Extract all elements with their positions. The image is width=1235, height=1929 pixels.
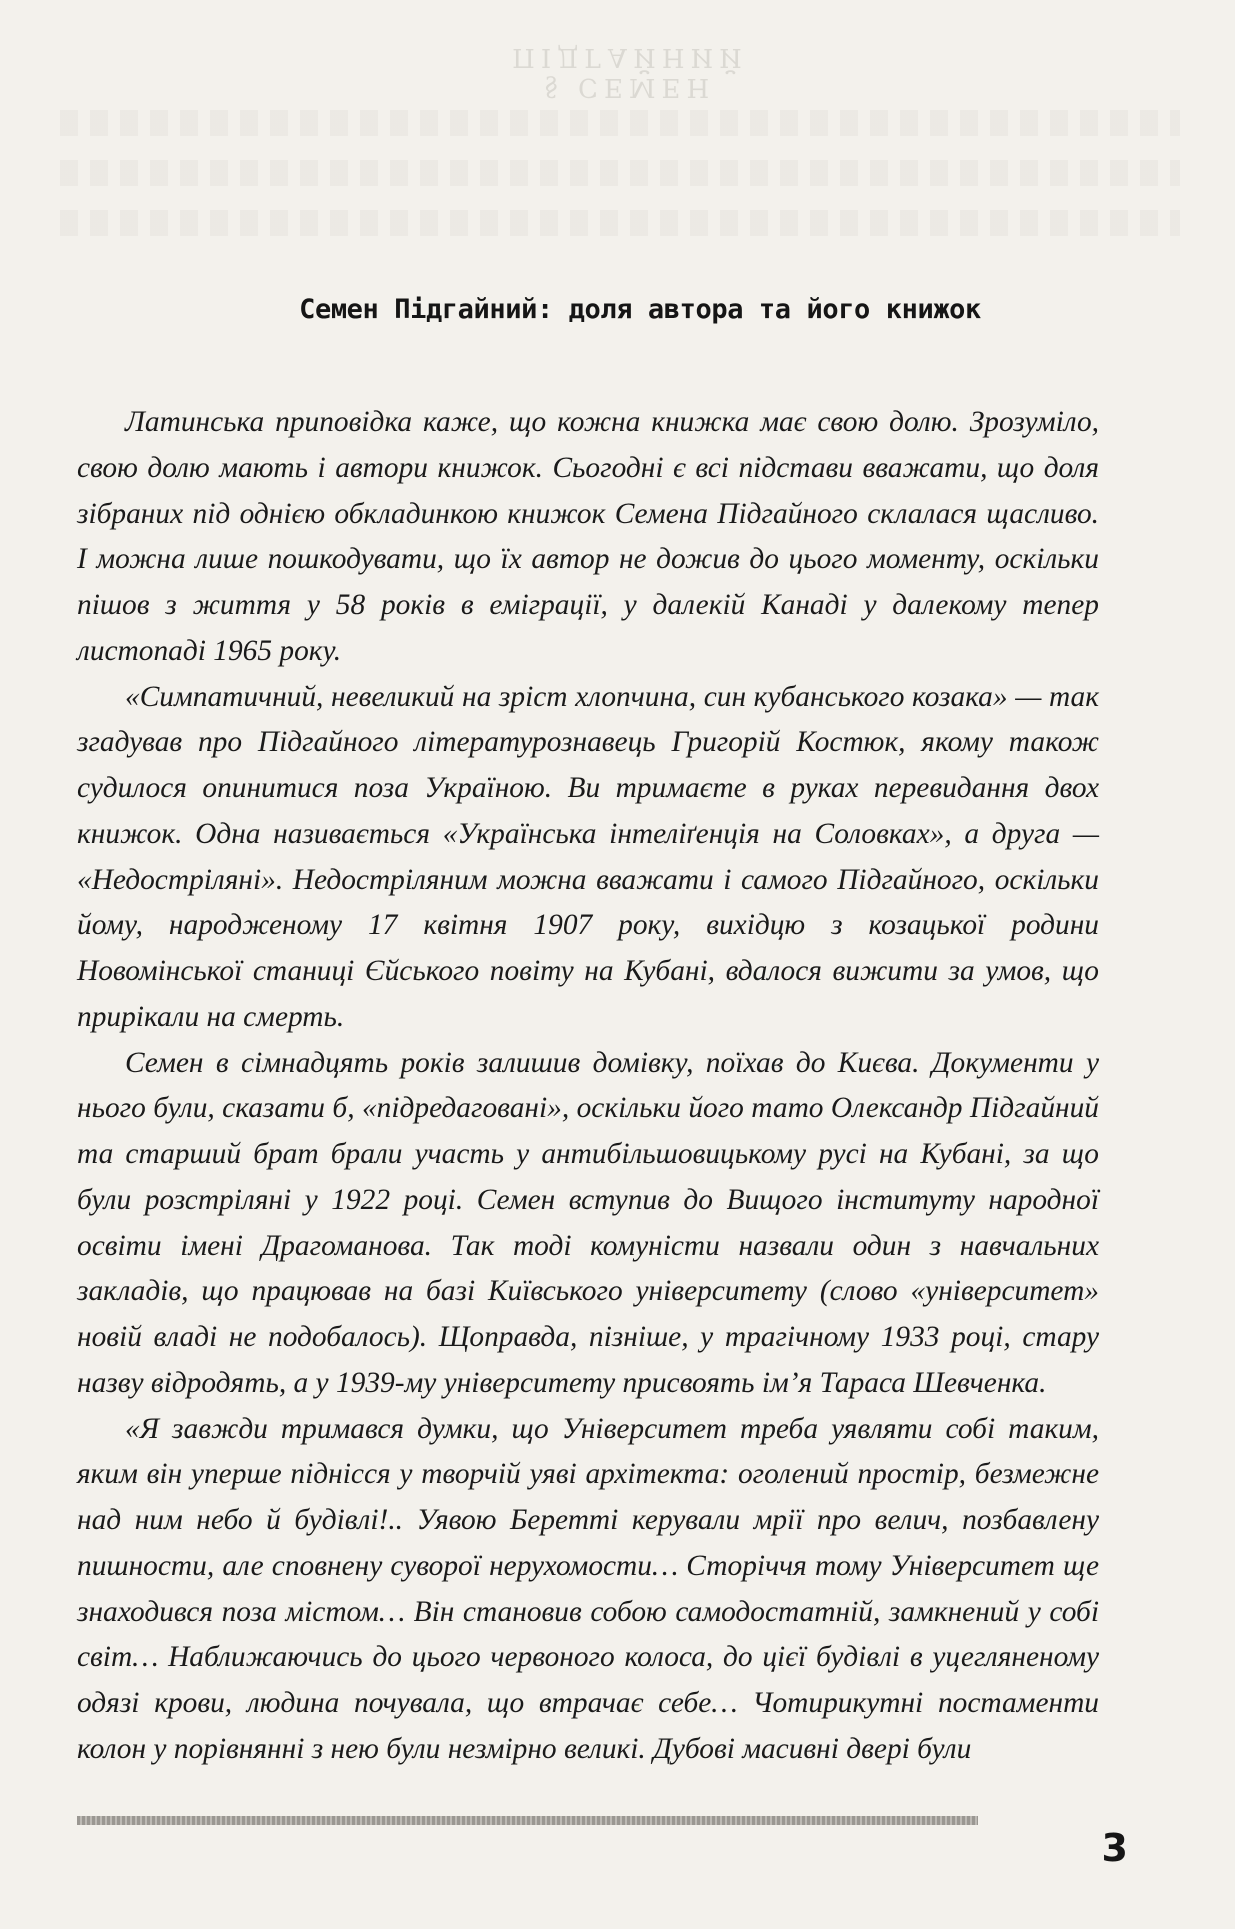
paragraph: «Я завжди тримався думки, що Університет треба уявляти собі таким, яким він уперше піднісся у творчій уяві архітекта: оголений простір, безмежне над ним небо й будівлі!.. Уявою Беретті керували мрії про велич, позбавлену пишности, але сповнену суворої нерухомости… Сторіччя тому Університет ще знаходився поза містом… Він становив собою самодостатній, замкнений у собі світ… Наближаючись до цього червоного колоса, до цієї будівлі в уцегляненому одязі крови, людина почувала, що втрачає себе… Чотирикутні постаменти колон у порівнянні з нею були незмірно великі. Дубові масивні двері були [77, 1412, 1099, 1765]
body-text [77, 400, 1099, 1773]
show-through-line [60, 160, 1180, 186]
show-through-line [60, 110, 1180, 136]
paragraph: Латинська приповідка каже, що кожна книжка має свою долю. Зрозуміло, свою долю мають і автори книжок. Сьогодні є всі підстави вважати, що доля зібраних під однією обкладинкою книжок Семена Підгайного склалася щасливо. І можна лише пошкодувати, що їх автор не дожив до цього моменту, оскільки пішов з життя у 58 років в еміграції, у далекій Канаді у далекому тепер листопаді 1965 року. [77, 406, 1099, 667]
page-number: 3 [1101, 1826, 1128, 1870]
paragraph: «Симпатичний, невеликий на зріст хлопчина, син кубанського козака» — так згадував про Підгайного літературознавець Григорій Костюк, якому також судилося опинитися поза Україною. Ви тримаєте в руках перевидання двох книжок. Одна називається «Українська інтеліґенція на Соловках», а друга — «Недостріляні». Недостріляним можна вважати і самого Підгайного, оскільки йому, народженому 17 квітня 1907 року, вихідцю з козацької родини Новомінської станиці Єйського повіту на Кубані, вдалося вижити за умов, що прирікали на смерть. [77, 680, 1099, 1033]
show-through-line [60, 210, 1180, 236]
paragraph: Семен в сімнадцять років залишив домівку, поїхав до Києва. Документи у нього були, сказати б, «підредаговані», оскільки його тато Олександр Підгайний та старший брат брали участь у антибільшовицькому русі на Кубані, за що були розстріляні у 1922 році. Семен вступив до Вищого інституту народної освіти імені Драгоманова. Так тоді комуністи назвали один з навчальних закладів, що працював на базі Київського університету (слово «університет» новій владі не подобалось). Щоправда, пізніше, у трагічному 1933 році, стару назву відродять, а у 1939-му університету присвоять ім’я Тараса Шевченка. [77, 1046, 1099, 1399]
show-through-header: § СЕМЕН ПІДГАЙНИЙ [512, 42, 748, 102]
chapter-title: Семен Підгайний: доля автора та його книжок [299, 294, 981, 325]
footer-rule [77, 1816, 978, 1825]
